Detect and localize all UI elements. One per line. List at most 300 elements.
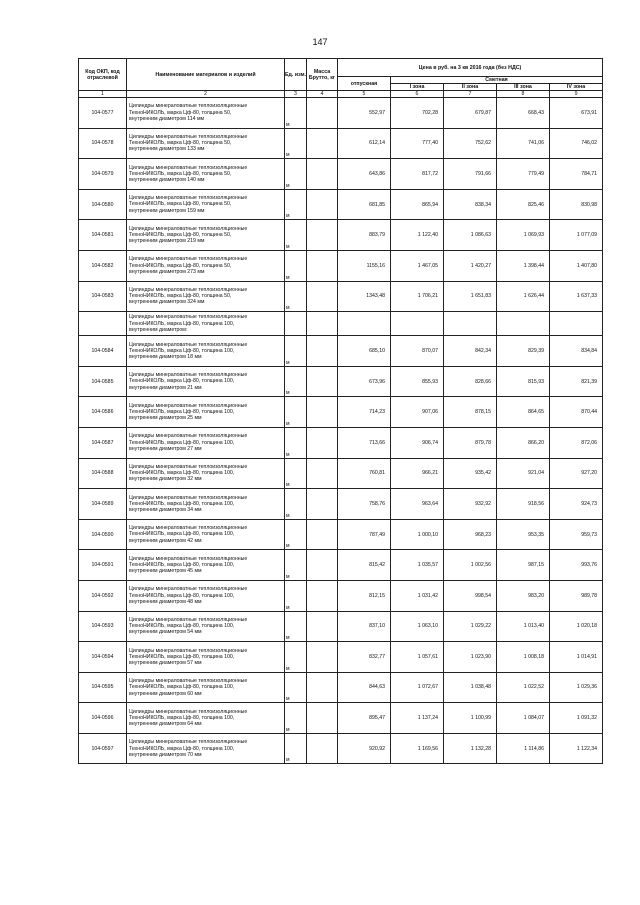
price-z3: 1 398,44 <box>497 250 550 281</box>
item-name-line: внутренним диаметром 27 мм <box>129 445 202 452</box>
item-unit: м <box>285 250 307 281</box>
item-name <box>127 580 285 611</box>
item-name-line: Цилиндры минераловатные теплоизоляционные <box>129 314 248 321</box>
price-release: 920,92 <box>338 733 391 764</box>
item-mass <box>307 159 338 190</box>
item-mass <box>307 189 338 220</box>
item-name-line: ТехноНИКОЛЬ, марка Цф-80, толщина 50, <box>129 293 232 300</box>
header-unit: Ед. изм. <box>285 59 307 91</box>
price-release: 673,96 <box>338 366 391 397</box>
item-unit: м <box>285 397 307 428</box>
item-unit: м <box>285 733 307 764</box>
price-z3: 779,49 <box>497 159 550 190</box>
price-z1: 855,93 <box>391 366 444 397</box>
price-release: 815,42 <box>338 550 391 581</box>
item-name-line: Цилиндры минераловатные теплоизоляционные <box>129 256 248 263</box>
item-mass <box>307 580 338 611</box>
item-code: 104-0581 <box>79 220 127 251</box>
table-row <box>79 281 603 312</box>
item-name <box>127 98 285 129</box>
item-unit: м <box>285 703 307 734</box>
price-z2: 791,66 <box>444 159 497 190</box>
price-z4: 989,78 <box>550 580 603 611</box>
item-name-line: Цилиндры минераловатные теплоизоляционные <box>129 678 248 685</box>
table-header <box>79 59 603 98</box>
table-row <box>79 220 603 251</box>
price-z2: 752,62 <box>444 128 497 159</box>
item-name-line: внутренним диаметром 54 мм <box>129 629 202 636</box>
item-unit: м <box>285 159 307 190</box>
item-name-line: внутренним диаметром 21 мм <box>129 384 202 391</box>
price-z4: 1 020,18 <box>550 611 603 642</box>
item-mass <box>307 128 338 159</box>
item-name-line: внутренним диаметром 18 мм <box>129 354 202 361</box>
price-z2: 1 029,22 <box>444 611 497 642</box>
item-name <box>127 642 285 673</box>
item-name-line: Цилиндры минераловатные теплоизоляционные <box>129 525 248 532</box>
price-z1: 1 169,56 <box>391 733 444 764</box>
item-name <box>127 250 285 281</box>
col-number: 9 <box>550 91 603 98</box>
price-z2: 1 002,56 <box>444 550 497 581</box>
price-z4: 834,84 <box>550 336 603 367</box>
price-z3: 825,46 <box>497 189 550 220</box>
price-z2: 842,34 <box>444 336 497 367</box>
item-name <box>127 312 285 336</box>
table-row <box>79 458 603 489</box>
header-release: отпускная <box>338 77 391 91</box>
item-name-line: ТехноНИКОЛЬ, марка Цф-80, толщина 50, <box>129 232 232 239</box>
item-name-line: Цилиндры минераловатные теплоизоляционные <box>129 372 248 379</box>
item-code: 104-0595 <box>79 672 127 703</box>
item-name <box>127 128 285 159</box>
item-unit: м <box>285 336 307 367</box>
item-name-line: Цилиндры минераловатные теплоизоляционные <box>129 586 248 593</box>
item-mass <box>307 220 338 251</box>
table-row <box>79 397 603 428</box>
item-name <box>127 489 285 520</box>
price-release: 612,14 <box>338 128 391 159</box>
item-name-line: внутренним диаметром 57 мм <box>129 659 202 666</box>
item-unit: м <box>285 672 307 703</box>
item-name-line: ТехноНИКОЛЬ, марка Цф-80, толщина 100, <box>129 684 235 691</box>
header-zone-2: II зона <box>444 84 497 91</box>
item-name-line: внутренним диаметром 48 мм <box>129 598 202 605</box>
item-name <box>127 733 285 764</box>
empty-cell <box>307 312 338 336</box>
item-name <box>127 189 285 220</box>
item-name-line: внутренним диаметром 273 мм <box>129 268 205 275</box>
price-z3: 741,06 <box>497 128 550 159</box>
price-z2: 935,42 <box>444 458 497 489</box>
col-number: 6 <box>391 91 444 98</box>
item-name <box>127 220 285 251</box>
col-number: 7 <box>444 91 497 98</box>
item-name-line: Цилиндры минераловатные теплоизоляционные <box>129 494 248 501</box>
price-z2: 1 420,27 <box>444 250 497 281</box>
price-z1: 870,07 <box>391 336 444 367</box>
table-subheading-row <box>79 312 603 336</box>
price-z3: 668,43 <box>497 98 550 129</box>
item-code: 104-0580 <box>79 189 127 220</box>
price-z4: 870,44 <box>550 397 603 428</box>
item-code: 104-0586 <box>79 397 127 428</box>
item-name-line: Цилиндры минераловатные теплоизоляционные <box>129 341 248 348</box>
price-z4: 959,73 <box>550 519 603 550</box>
item-unit: м <box>285 580 307 611</box>
item-name <box>127 281 285 312</box>
price-release: 713,66 <box>338 427 391 458</box>
table-row <box>79 580 603 611</box>
price-z4: 927,20 <box>550 458 603 489</box>
price-z1: 963,64 <box>391 489 444 520</box>
item-name-line: внутренним диаметром 60 мм <box>129 690 202 697</box>
item-name-line: внутренним диаметром 34 мм <box>129 507 202 514</box>
item-name-line: ТехноНИКОЛЬ, марка Цф-80, толщина 100, <box>129 439 235 446</box>
table-row <box>79 159 603 190</box>
item-mass <box>307 733 338 764</box>
price-z2: 838,34 <box>444 189 497 220</box>
item-unit: м <box>285 366 307 397</box>
item-unit: м <box>285 189 307 220</box>
empty-cell <box>391 312 444 336</box>
item-name-line: ТехноНИКОЛЬ, марка Цф-80, толщина 100, <box>129 378 235 385</box>
col-number: 1 <box>79 91 127 98</box>
item-unit: м <box>285 489 307 520</box>
col-number: 5 <box>338 91 391 98</box>
item-mass <box>307 611 338 642</box>
item-unit: м <box>285 642 307 673</box>
table-row <box>79 489 603 520</box>
item-name-line: ТехноНИКОЛЬ, марка Цф-80, толщина 50, <box>129 140 232 147</box>
price-z4: 1 407,80 <box>550 250 603 281</box>
table-row <box>79 672 603 703</box>
item-name-line: внутренним диаметром 64 мм <box>129 721 202 728</box>
price-z1: 1 035,57 <box>391 550 444 581</box>
item-name-line: ТехноНИКОЛЬ, марка Цф-80, толщина 100, <box>129 592 235 599</box>
table-body <box>79 98 603 764</box>
header-name: Наименование материалов и изделий <box>127 59 285 91</box>
price-z3: 1 022,52 <box>497 672 550 703</box>
item-name-line: внутренним диаметром 114 мм <box>129 115 205 122</box>
item-unit: м <box>285 427 307 458</box>
header-price-title: Цена в руб. на 3 кв 2016 года (без НДС) <box>338 59 603 77</box>
price-z1: 907,06 <box>391 397 444 428</box>
table-row <box>79 189 603 220</box>
item-name-line: ТехноНИКОЛЬ, марка Цф-80, толщина 100, <box>129 562 235 568</box>
item-name <box>127 550 285 581</box>
item-name-line: Цилиндры минераловатные теплоизоляционные <box>129 464 248 471</box>
item-name-line: Цилиндры минераловатные теплоизоляционные <box>129 195 248 202</box>
item-mass <box>307 427 338 458</box>
header-zone-3: III зона <box>497 84 550 91</box>
item-mass <box>307 250 338 281</box>
price-z2: 1 086,63 <box>444 220 497 251</box>
item-code: 104-0597 <box>79 733 127 764</box>
price-z1: 906,74 <box>391 427 444 458</box>
item-mass <box>307 336 338 367</box>
price-release: 552,97 <box>338 98 391 129</box>
item-name-line: Цилиндры минераловатные теплоизоляционные <box>129 225 248 232</box>
item-name-line: ТехноНИКОЛЬ, марка Цф-80, толщина 50, <box>129 262 232 269</box>
empty-cell <box>550 312 603 336</box>
price-z4: 872,06 <box>550 427 603 458</box>
price-table <box>78 58 603 764</box>
price-release: 837,10 <box>338 611 391 642</box>
item-code: 104-0591 <box>79 550 127 581</box>
item-mass <box>307 458 338 489</box>
price-z1: 1 000,10 <box>391 519 444 550</box>
item-code: 104-0585 <box>79 366 127 397</box>
price-z4: 1 029,36 <box>550 672 603 703</box>
item-name-line: Цилиндры минераловатные теплоизоляционные <box>129 103 248 110</box>
price-z1: 1 137,24 <box>391 703 444 734</box>
price-release: 1343,48 <box>338 281 391 312</box>
item-name-line: ТехноНИКОЛЬ, марка Цф-80, толщина 50, <box>129 109 232 116</box>
price-z3: 918,56 <box>497 489 550 520</box>
item-name-line: ТехноНИКОЛЬ, марка Цф-80, толщина 100, <box>129 653 235 660</box>
item-name-line: Цилиндры минераловатные теплоизоляционные <box>129 402 248 409</box>
price-z2: 998,54 <box>444 580 497 611</box>
item-name-line: внутренним диаметром 25 мм <box>129 415 202 422</box>
price-z4: 830,98 <box>550 189 603 220</box>
price-z4: 1 014,91 <box>550 642 603 673</box>
item-code: 104-0582 <box>79 250 127 281</box>
price-z2: 932,92 <box>444 489 497 520</box>
price-z2: 1 132,28 <box>444 733 497 764</box>
price-z4: 746,02 <box>550 128 603 159</box>
table-row <box>79 128 603 159</box>
item-code: 104-0577 <box>79 98 127 129</box>
price-z1: 702,28 <box>391 98 444 129</box>
price-z4: 1 077,09 <box>550 220 603 251</box>
item-code: 104-0588 <box>79 458 127 489</box>
price-z3: 1 626,44 <box>497 281 550 312</box>
empty-cell <box>497 312 550 336</box>
item-code: 104-0583 <box>79 281 127 312</box>
price-release: 832,77 <box>338 642 391 673</box>
price-z2: 679,87 <box>444 98 497 129</box>
price-z4: 1 091,32 <box>550 703 603 734</box>
item-code: 104-0587 <box>79 427 127 458</box>
item-name-line: ТехноНИКОЛЬ, марка Цф-80, толщина 50, <box>129 201 232 208</box>
item-name-line: внутренним диаметром 324 мм <box>129 299 205 306</box>
col-number: 3 <box>285 91 307 98</box>
item-unit: м <box>285 128 307 159</box>
price-release: 760,81 <box>338 458 391 489</box>
price-z1: 1 467,05 <box>391 250 444 281</box>
table-row <box>79 703 603 734</box>
item-name-line: Цилиндры минераловатные теплоизоляционные <box>129 287 248 294</box>
price-z3: 815,93 <box>497 366 550 397</box>
item-mass <box>307 397 338 428</box>
price-release: 643,86 <box>338 159 391 190</box>
table-row <box>79 366 603 397</box>
price-release: 758,76 <box>338 489 391 520</box>
item-name-line: внутренним диаметром 32 мм <box>129 476 202 483</box>
item-name-line: ТехноНИКОЛЬ, марка Цф-80, толщина 100, <box>129 320 235 327</box>
item-unit: м <box>285 281 307 312</box>
item-unit: м <box>285 98 307 129</box>
price-z3: 1 013,40 <box>497 611 550 642</box>
price-z3: 1 114,86 <box>497 733 550 764</box>
table-row <box>79 427 603 458</box>
item-name <box>127 159 285 190</box>
item-unit: м <box>285 458 307 489</box>
empty-cell <box>285 312 307 336</box>
item-name-line: внутренним диаметром 159 мм <box>129 207 205 214</box>
price-release: 844,63 <box>338 672 391 703</box>
item-name-line: Цилиндры минераловатные теплоизоляционные <box>129 708 248 715</box>
price-release: 895,47 <box>338 703 391 734</box>
item-code: 104-0592 <box>79 580 127 611</box>
col-number: 8 <box>497 91 550 98</box>
item-name <box>127 703 285 734</box>
item-code: 104-0584 <box>79 336 127 367</box>
header-estimate: Сметная <box>391 77 603 84</box>
price-z3: 953,35 <box>497 519 550 550</box>
price-z1: 1 122,40 <box>391 220 444 251</box>
price-z3: 864,65 <box>497 397 550 428</box>
item-name <box>127 336 285 367</box>
col-number: 2 <box>127 91 285 98</box>
item-code: 104-0590 <box>79 519 127 550</box>
price-z4: 993,76 <box>550 550 603 581</box>
price-release: 812,15 <box>338 580 391 611</box>
price-z1: 1 057,61 <box>391 642 444 673</box>
item-name-line: Цилиндры минераловатные теплоизоляционные <box>129 433 248 440</box>
price-z4: 1 637,33 <box>550 281 603 312</box>
item-name-line: Цилиндры минераловатные теплоизоляционные <box>129 616 248 623</box>
price-z2: 1 023,90 <box>444 642 497 673</box>
price-z2: 1 038,48 <box>444 672 497 703</box>
price-z2: 879,78 <box>444 427 497 458</box>
item-code: 104-0593 <box>79 611 127 642</box>
table-row <box>79 250 603 281</box>
page-number: 147 <box>312 37 328 47</box>
item-name <box>127 427 285 458</box>
price-z3: 1 084,07 <box>497 703 550 734</box>
item-mass <box>307 489 338 520</box>
price-release: 787,49 <box>338 519 391 550</box>
item-name <box>127 672 285 703</box>
price-z3: 987,15 <box>497 550 550 581</box>
item-name-line: Цилиндры минераловатные теплоизоляционные <box>129 134 248 141</box>
price-z3: 921,04 <box>497 458 550 489</box>
price-z2: 828,66 <box>444 366 497 397</box>
item-name-line: внутренним диаметром 219 мм <box>129 238 205 245</box>
price-z1: 817,72 <box>391 159 444 190</box>
table-row <box>79 336 603 367</box>
table-row <box>79 733 603 764</box>
table-row <box>79 550 603 581</box>
item-name-line: ТехноНИКОЛЬ, марка Цф-80, толщина 100, <box>129 409 235 416</box>
item-name-line: ТехноНИКОЛЬ, марка Цф-80, толщина 100, <box>129 347 235 354</box>
item-name-line: Цилиндры минераловатные теплоизоляционные <box>129 555 248 562</box>
table-row <box>79 519 603 550</box>
header-zone-1: I зона <box>391 84 444 91</box>
price-z3: 983,20 <box>497 580 550 611</box>
price-z4: 924,73 <box>550 489 603 520</box>
item-code: 104-0589 <box>79 489 127 520</box>
item-unit: м <box>285 611 307 642</box>
price-z2: 968,23 <box>444 519 497 550</box>
item-mass <box>307 550 338 581</box>
price-z1: 1 031,42 <box>391 580 444 611</box>
item-name-line: ТехноНИКОЛЬ, марка Цф-80, толщина 100, <box>129 500 235 507</box>
item-name <box>127 366 285 397</box>
item-name-line: Цилиндры минераловатные теплоизоляционные <box>129 164 248 171</box>
item-name <box>127 519 285 550</box>
price-z4: 784,71 <box>550 159 603 190</box>
item-mass <box>307 703 338 734</box>
price-z1: 865,94 <box>391 189 444 220</box>
price-release: 714,23 <box>338 397 391 428</box>
header-zone-4: IV зона <box>550 84 603 91</box>
item-name-line: внутренним диаметром 45 мм <box>129 568 202 575</box>
item-unit: м <box>285 550 307 581</box>
item-name-line: ТехноНИКОЛЬ, марка Цф-80, толщина 100, <box>129 623 235 630</box>
item-name-line: ТехноНИКОЛЬ, марка Цф-80, толщина 100, <box>129 531 235 538</box>
item-mass <box>307 281 338 312</box>
price-z1: 1 706,21 <box>391 281 444 312</box>
item-unit: м <box>285 220 307 251</box>
item-name-line: внутренним диаметром 133 мм <box>129 146 205 153</box>
item-code: 104-0594 <box>79 642 127 673</box>
price-release: 685,10 <box>338 336 391 367</box>
price-z4: 1 122,34 <box>550 733 603 764</box>
table-row <box>79 642 603 673</box>
item-mass <box>307 519 338 550</box>
empty-cell <box>338 312 391 336</box>
item-name-line: ТехноНИКОЛЬ, марка Цф-80, толщина 100, <box>129 745 235 752</box>
item-name-line: внутренним диаметром 70 мм <box>129 751 202 758</box>
price-z4: 821,39 <box>550 366 603 397</box>
item-name <box>127 397 285 428</box>
item-name-line: внутренним диаметром: <box>129 326 188 333</box>
header-mass: Масса Брутто, кг <box>307 59 338 91</box>
item-name <box>127 458 285 489</box>
item-name <box>127 611 285 642</box>
price-release: 883,79 <box>338 220 391 251</box>
item-code: 104-0578 <box>79 128 127 159</box>
item-code: 104-0579 <box>79 159 127 190</box>
price-z2: 1 100,99 <box>444 703 497 734</box>
price-z3: 1 008,18 <box>497 642 550 673</box>
empty-cell <box>444 312 497 336</box>
item-name-line: Цилиндры минераловатные теплоизоляционные <box>129 739 248 746</box>
price-z2: 1 651,83 <box>444 281 497 312</box>
price-z1: 1 072,67 <box>391 672 444 703</box>
item-mass <box>307 672 338 703</box>
price-z3: 829,39 <box>497 336 550 367</box>
item-name-line: ТехноНИКОЛЬ, марка Цф-80, толщина 100, <box>129 470 235 477</box>
col-number: 4 <box>307 91 338 98</box>
item-name-line: внутренним диаметром 42 мм <box>129 537 202 544</box>
price-z2: 878,15 <box>444 397 497 428</box>
item-name-line: ТехноНИКОЛЬ, марка Цф-80, толщина 50, <box>129 170 232 177</box>
item-name-line: внутренним диаметром 140 мм <box>129 177 205 184</box>
price-z1: 966,21 <box>391 458 444 489</box>
price-z4: 673,91 <box>550 98 603 129</box>
price-release: 681,85 <box>338 189 391 220</box>
table-row <box>79 611 603 642</box>
column-number-row <box>79 91 603 98</box>
price-z3: 866,20 <box>497 427 550 458</box>
price-z1: 1 063,10 <box>391 611 444 642</box>
price-z1: 777,40 <box>391 128 444 159</box>
item-code: 104-0596 <box>79 703 127 734</box>
